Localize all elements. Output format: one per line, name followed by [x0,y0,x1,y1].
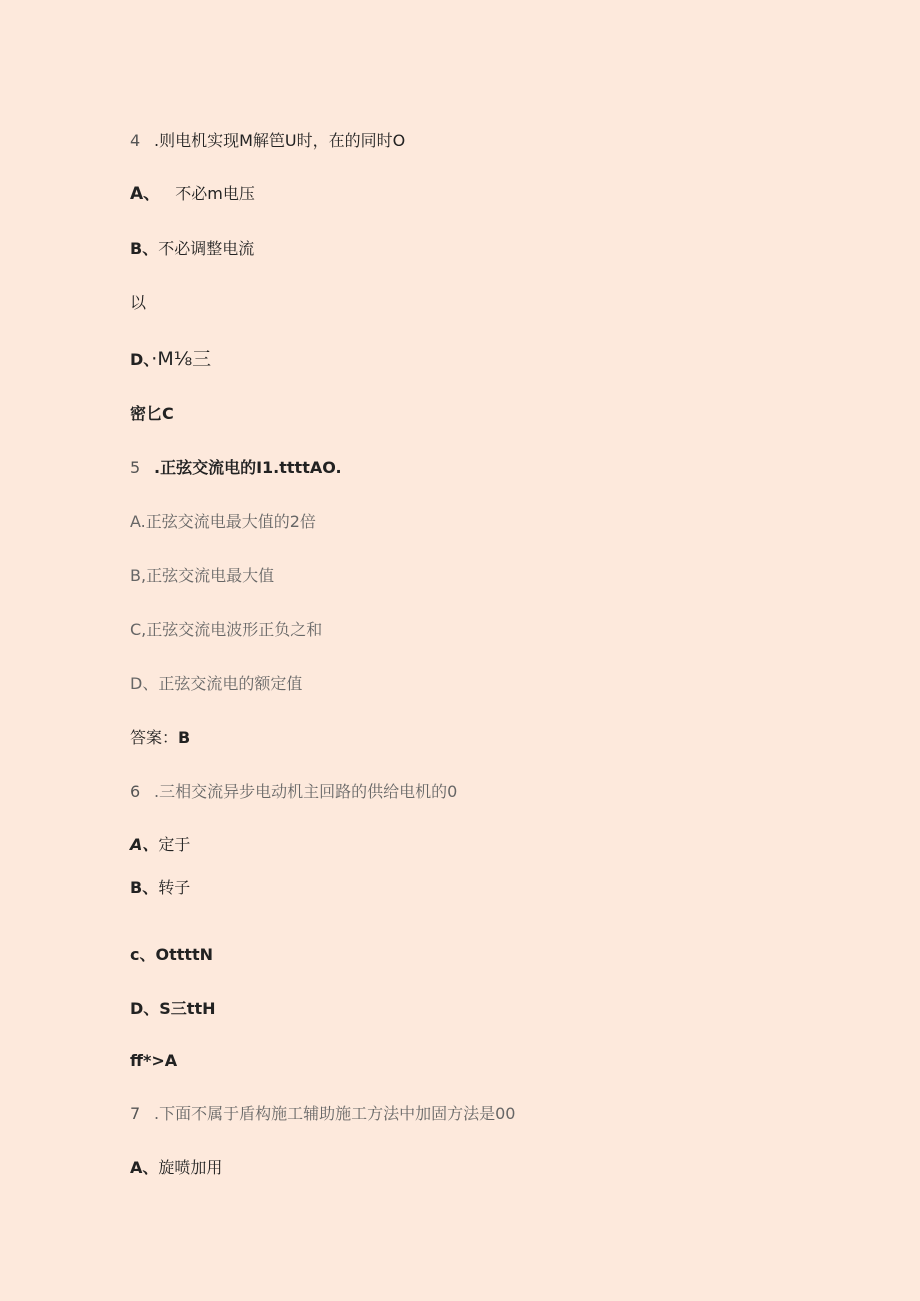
q6-option-b-label: B、 [130,878,159,897]
q5-option-b: B,正弦交流电最大值 [130,566,275,585]
q6-stem-text: .三相交流异步电动机主回路的供给电机的0 [154,782,458,801]
q6-answer: ff*>A [130,1051,178,1070]
q7-option-a-label: A、 [130,1158,159,1177]
q4-option-d-label: D、 [130,350,152,369]
q4-stem-text: .则电机实现M解笆U时，在的同时O [154,131,406,150]
q4-option-a-text: 不必m电压 [175,184,255,203]
q5-number: 5 [130,458,141,477]
q6-option-c: c、OttttN [130,945,214,964]
q5-option-a: A.正弦交流电最大值的2倍 [130,512,316,531]
q6-option-d: D、S三ttH [130,999,216,1018]
q6-option-b-text: 转子 [158,878,191,897]
q6-option-b [130,877,190,899]
q5-option-c: C,正弦交流电波形正负之和 [130,620,323,639]
q5-answer-label: 答案： [130,728,179,747]
q4-option-b-label: B、 [130,239,159,258]
q4-option-a [130,183,255,205]
q4-option-b [130,238,254,260]
q6-stem [130,781,457,803]
q7-stem [130,1103,515,1125]
q4-option-a-label: A、 [130,184,161,204]
q7-number: 7 [130,1104,141,1123]
q7-option-a-text: 旋喷加用 [158,1158,223,1177]
q6-option-a-label: A、 [130,835,159,854]
q6-option-a [130,834,190,856]
q7-option-a [130,1157,222,1179]
q5-answer [130,727,190,749]
q5-answer-value: B [178,728,191,747]
q4-stem [130,130,405,152]
q5-stem-text: .正弦交流电的I1.ttttAO. [154,458,342,477]
q4-option-d [130,348,211,371]
q4-option-b-text: 不必调整电流 [158,239,255,258]
q5-stem [130,457,342,479]
q5-option-d: D、正弦交流电的额定值 [130,674,303,693]
q7-stem-text: .下面不属于盾构施工辅助施工方法中加固方法是00 [154,1104,516,1123]
q4-number: 4 [130,131,141,150]
q4-option-d-text: ·M⅛三 [151,348,212,370]
q4-answer: 密匕C [130,404,174,423]
q4-option-c: 以 [130,293,147,312]
q6-number: 6 [130,782,141,801]
q6-option-a-text: 定于 [158,835,191,854]
